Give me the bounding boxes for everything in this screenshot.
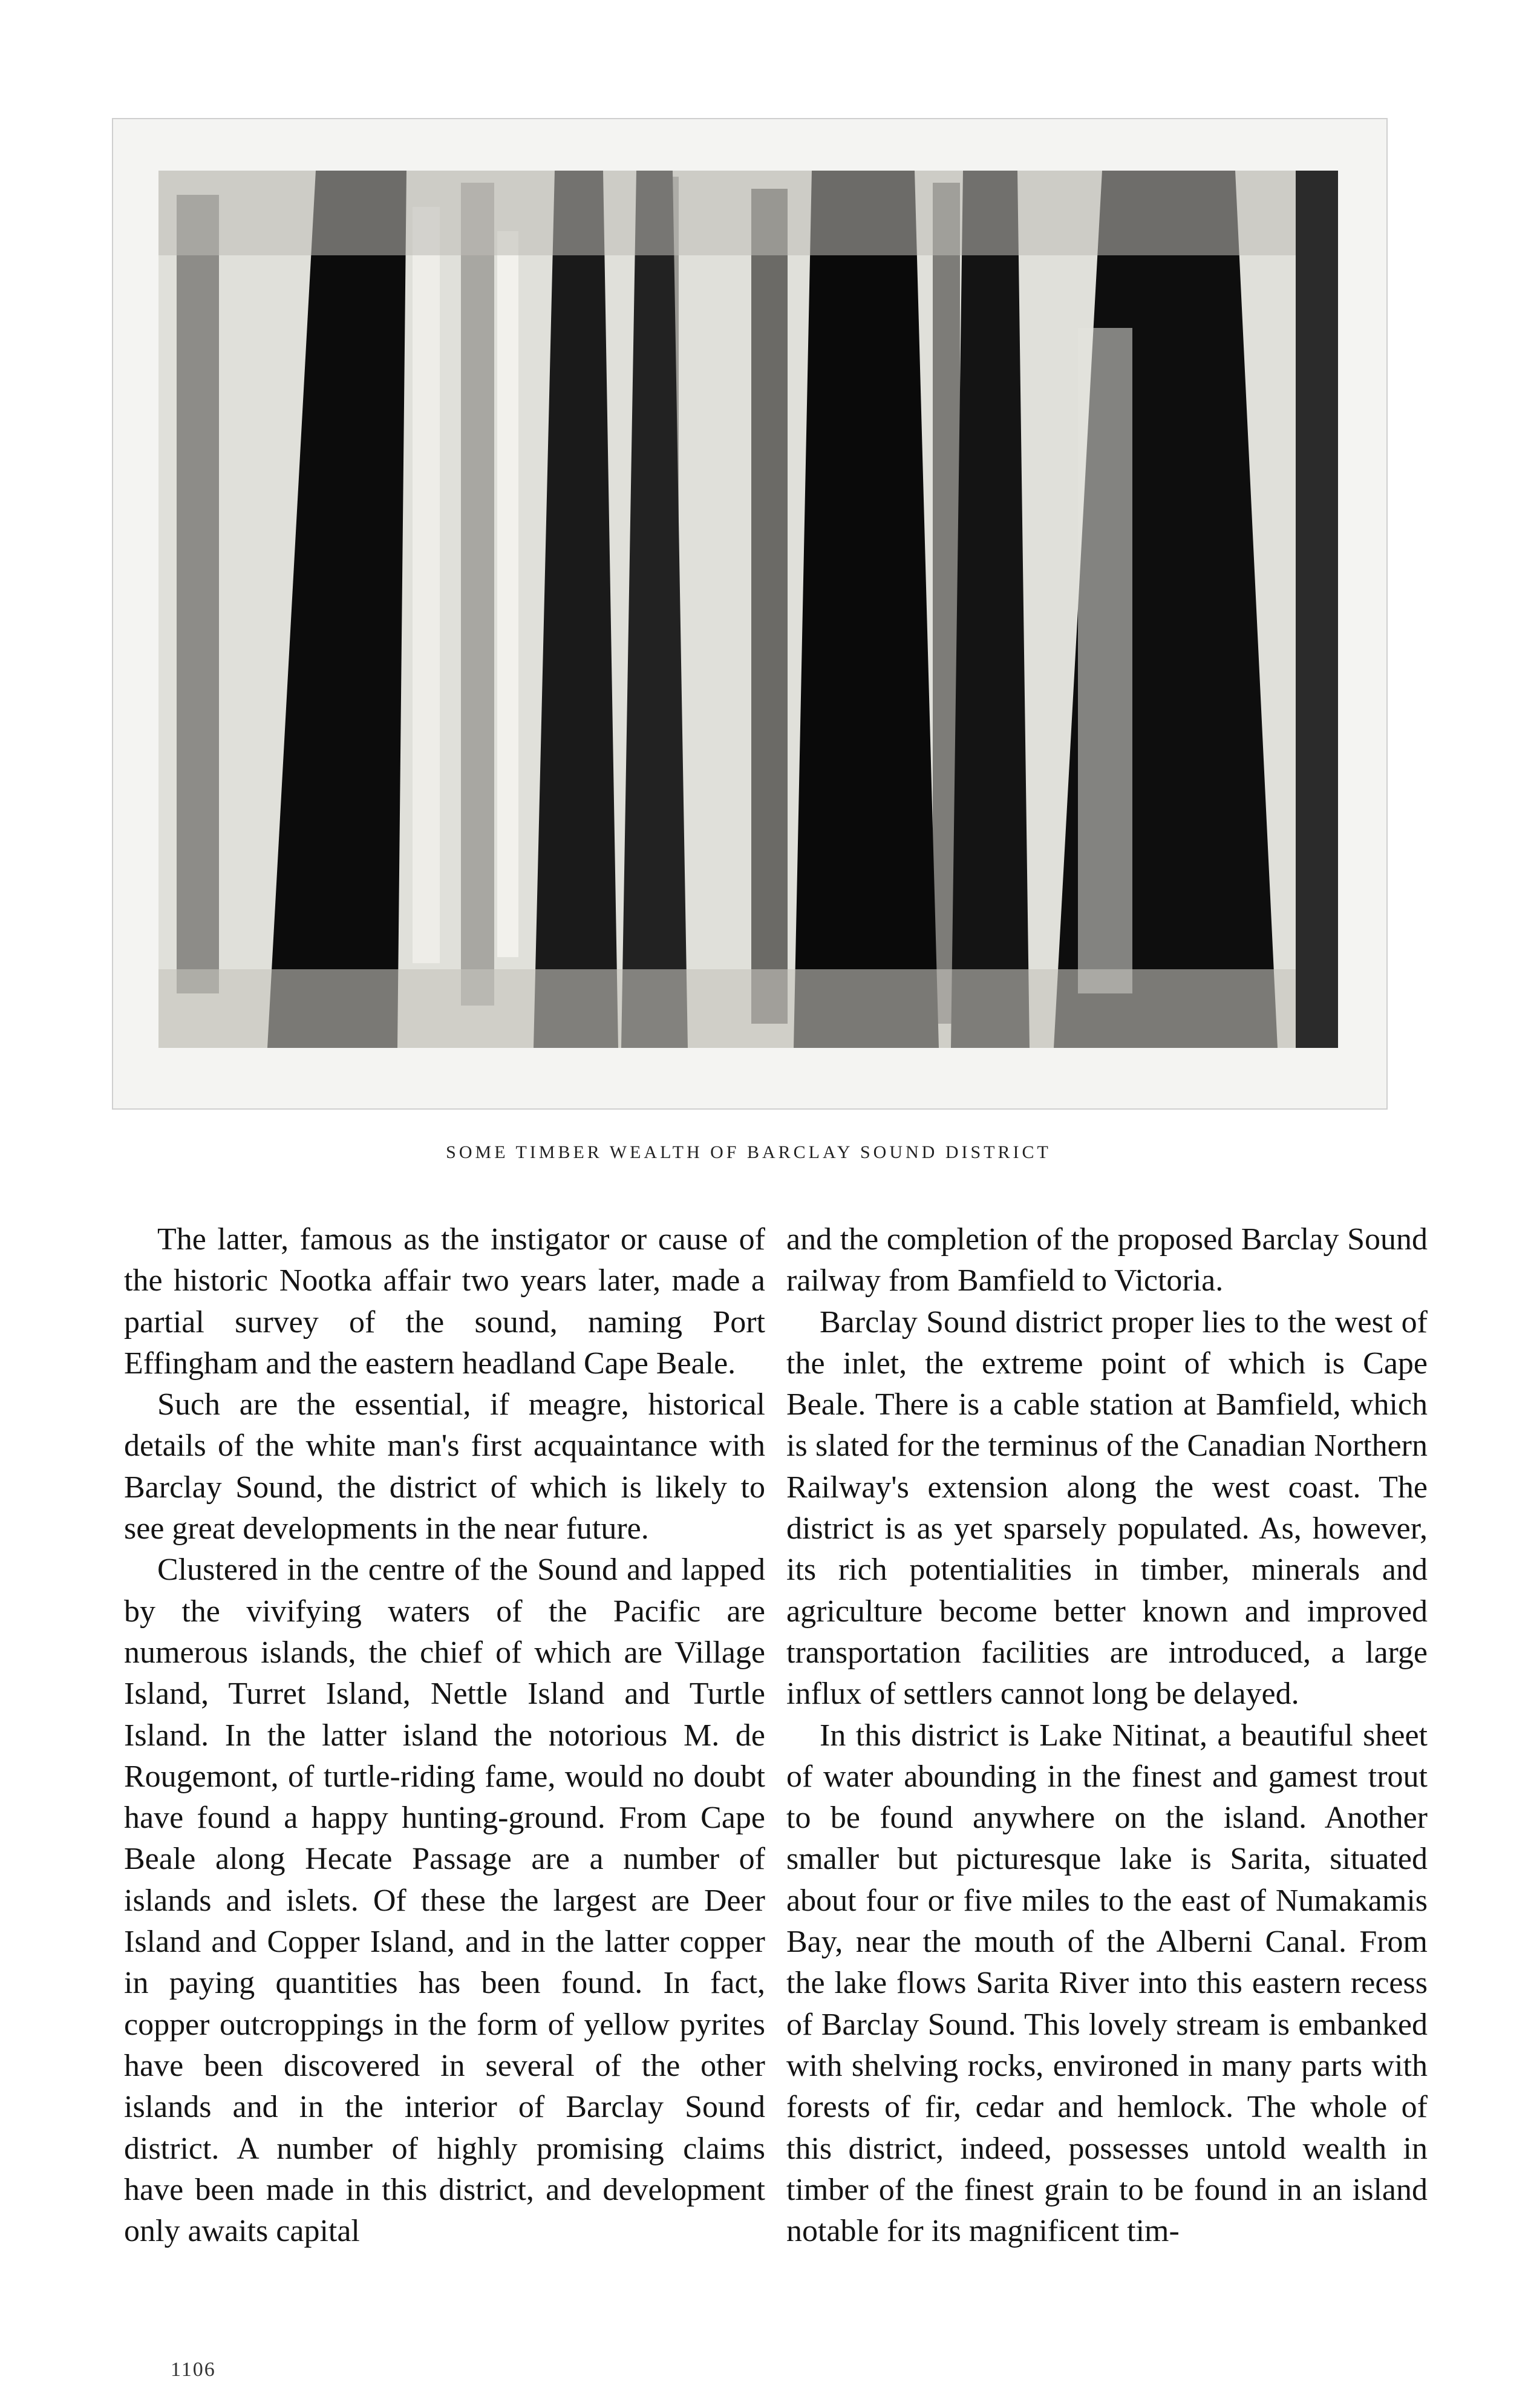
photo-plate bbox=[112, 118, 1388, 1110]
article-right-column bbox=[786, 1219, 1428, 2252]
forest-photograph bbox=[158, 171, 1338, 1048]
figure-caption: SOME TIMBER WEALTH OF BARCLAY SOUND DISTRICT bbox=[446, 1142, 1051, 1162]
paragraph: Such are the essential, if meagre, historical details of the white man's first acquaintance with Barclay Sound, the district of which is likely to see great developments in the near future. bbox=[124, 1387, 765, 1546]
paragraph: and the completion of the proposed Barclay Sound railway from Bamfield to Victoria. bbox=[786, 1222, 1428, 1298]
forest-illustration bbox=[158, 171, 1338, 1048]
paragraph: In this district is Lake Nitinat, a beautiful sheet of water abounding in the finest and gamest trout to be found anywhere on the island. Another smaller but picturesque lake is Sarita, situated about four or five miles to the east of Numakamis Bay, near the mouth of the Alberni Canal. From the lake flows Sarita River into this eastern recess of Barclay Sound. This lovely stream is embanked with shelving rocks, environed in many parts with forests of fir, cedar and hemlock. The whole of this district, indeed, possesses untold wealth in timber of the finest grain to be found in an island notable for its magnificent tim- bbox=[786, 1718, 1428, 2249]
paragraph: The latter, famous as the instigator or cause of the historic Nootka affair two years later, made a partial survey of the sound, naming Port Effingham and the eastern headland Cape Beale. bbox=[124, 1222, 765, 1381]
paragraph: Barclay Sound district proper lies to the west of the inlet, the extreme point of which is Cape Beale. There is a cable station at Bamfield, which is slated for the terminus of the Canadian Northern Railway's extension along the west coast. The district is as yet sparsely populated. As, however, its rich potentialities in timber, minerals and agriculture become better known and improved transportation facilities are introduced, a large influx of settlers cannot long be delayed. bbox=[786, 1304, 1428, 1712]
paragraph: Clustered in the centre of the Sound and lapped by the vivifying waters of the Pacific are numerous islands, the chief of which are Village Island, Turret Island, Nettle Island and Turtle Island. In the latter island the notorious M. de Rougemont, of turtle-riding fame, would no doubt have found a happy hunting-ground. From Cape Beale along Hecate Passage are a number of islands and islets. Of these the largest are Deer Island and Copper Island, and in the latter copper in paying quantities has been found. In fact, copper outcroppings in the form of yellow pyrites have been discovered in several of the other islands and in the interior of Barclay Sound district. A number of highly promising claims have been made in this district, and development only awaits capital bbox=[124, 1552, 765, 2249]
page-number: 1106 bbox=[171, 2358, 216, 2381]
article-left-column bbox=[124, 1219, 765, 2252]
